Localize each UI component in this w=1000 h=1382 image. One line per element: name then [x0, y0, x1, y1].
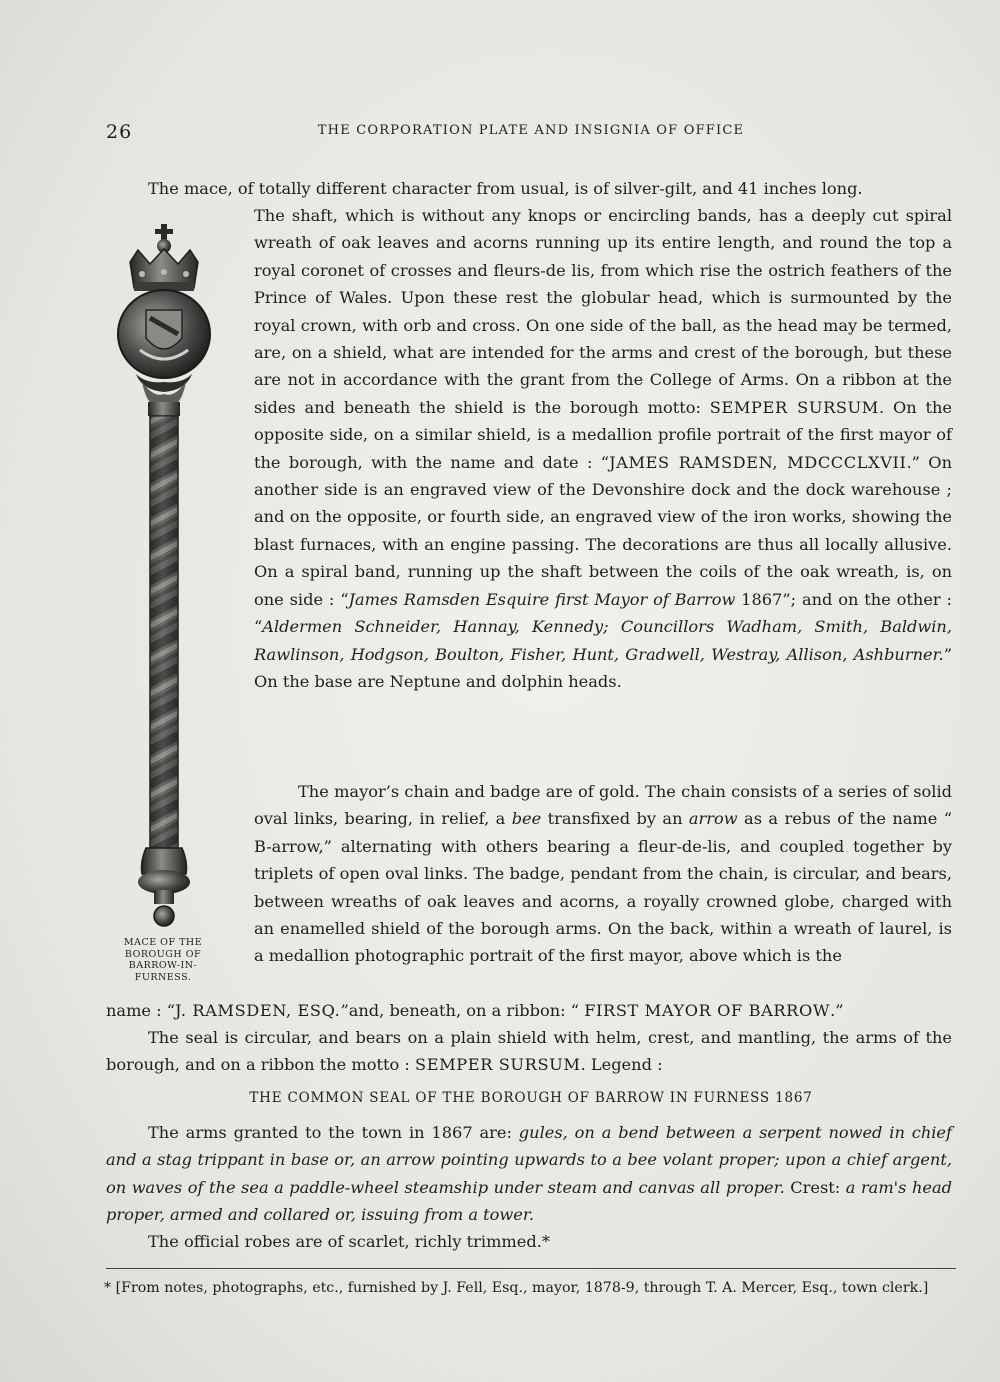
- paragraph-4: [106, 1119, 952, 1229]
- paragraph-1-first-line: [148, 175, 954, 202]
- running-head: THE CORPORATION PLATE AND INSIGNIA OF OFFICE: [317, 123, 745, 138]
- p1-name-date: JAMES RAMSDEN, MDCCCLXVII: [609, 452, 907, 472]
- p1-motto: SEMPER SURSUM: [709, 397, 879, 417]
- p4-crest: a ram's head proper, armed and collared or, issuing from a tower.: [106, 1177, 952, 1225]
- p4-text-2: Crest:: [784, 1177, 846, 1197]
- p2-text-4: name : “: [106, 1001, 176, 1020]
- p1-inscription-2: Aldermen Schneider, Hannay, Kennedy; Councillors Wadham, Smith, Baldwin, Rawlinson, Hodgson, Boulton, Fisher, Hunt, Gradwell, Westray, Allison, Ashburner.: [254, 617, 952, 664]
- p1-text-5: ” On the base are Neptune and dolphin heads.: [254, 644, 952, 691]
- p2-text-1: The mayor’s chain and badge are of gold. The chain consists of a series of solid oval links, bearing, in relief, a: [254, 782, 952, 829]
- seal-legend: THE COMMON SEAL OF THE BOROUGH OF BARROW IN FURNESS 1867: [249, 1090, 813, 1106]
- p4-text-1: The arms granted to the town in 1867 are:: [148, 1123, 519, 1142]
- figure-caption: MACE OF THE BOROUGH OF BARROW-IN-FURNESS.: [123, 937, 203, 983]
- p4-blazon: gules, on a bend between a serpent nowed in chief and a stag trippant in base or, an arrow pointing upwards to a bee volant proper; upon a chief argent, on waves of the sea a paddle-wheel steamship under steam and canvas all proper.: [106, 1123, 952, 1197]
- p1-text-2: . On the opposite side, on a similar shield, is a medallion profile portrait of the first mayor of the borough, with the name and date : “: [254, 397, 952, 472]
- paragraph-2-last-line: [106, 997, 952, 1024]
- p2-text-5: ”and, beneath, on a ribbon: “: [340, 1001, 585, 1020]
- footnote: * [From notes, photographs, etc., furnished by J. Fell, Esq., mayor, 1878-9, through T. A. Mercer, Esq., town clerk.]: [104, 1280, 929, 1296]
- p1-inscription-1: James Ramsden Esquire first Mayor of Barrow: [348, 589, 736, 609]
- p2-name: J. RAMSDEN, ESQ.: [175, 1001, 341, 1020]
- p2-arrow: arrow: [688, 809, 738, 829]
- paragraph-5: The official robes are of scarlet, richly trimmed.*: [148, 1232, 550, 1251]
- paragraph-3: [106, 1024, 952, 1079]
- p2-text-2: transfixed by an: [541, 809, 689, 829]
- p1-text-4: 1867”; and on the other : “: [254, 589, 952, 637]
- p2-ribbon: FIRST MAYOR OF BARROW: [584, 1001, 831, 1020]
- p2-text-3: as a rebus of the name “ B-arrow,” alternating with others bearing a fleur-de-lis, and coupled together by triplets of open oval links. The badge, pendant from the chain, is circular, and bears, between wreaths of oak leaves and acorns, a royally crowned globe, charged with an enamelled shield of the borough arms. On the back, within a wreath of laurel, is a medallion photographic portrait of the first mayor, above which is the: [254, 809, 952, 966]
- page-number: 26: [106, 121, 133, 143]
- page-header: [106, 121, 956, 145]
- paragraph-1-line-1: The mace, of totally different character from usual, is of silver-gilt, and 41 inches long.: [148, 179, 863, 198]
- mace-illustration-icon: [112, 222, 216, 930]
- p1-text-1: The shaft, which is without any knops or encircling bands, has a deeply cut spiral wreath of oak leaves and acorns running up its entire length, and round the top a royal coronet of crosses and fleurs-de lis, from which rise the ostrich feathers of the Prince of Wales. Upon these rest the globular head, which is surmounted by the royal crown, with orb and cross. On one side of the ball, as the head may be termed, are, on a shield, what are intended for the arms and crest of the borough, but these are not in accordance with the grant from the College of Arms. On a ribbon at the sides and beneath the shield is the borough motto:: [254, 206, 952, 417]
- paragraph-1-body: [254, 202, 952, 695]
- p3-text-2: . Legend :: [580, 1055, 663, 1075]
- footnote-rule: [106, 1268, 956, 1269]
- p3-motto: SEMPER SURSUM: [415, 1055, 581, 1075]
- p2-bee: bee: [511, 809, 542, 829]
- paragraph-2-body: [254, 778, 952, 970]
- p2-text-6: .”: [830, 1001, 844, 1020]
- p1-text-3: .” On another side is an engraved view of the Devonshire dock and the dock warehouse ; and on the opposite, or fourth side, an engraved view of the iron works, showing the blast furnaces, with an engine passing. The decorations are thus all locally allusive. On a spiral band, running up the shaft between the coils of the oak wreath, is, on one side : “: [254, 452, 953, 609]
- p3-text-1: The seal is circular, and bears on a plain shield with helm, crest, and mantling, the arms of the borough, and on a ribbon the motto :: [106, 1028, 952, 1075]
